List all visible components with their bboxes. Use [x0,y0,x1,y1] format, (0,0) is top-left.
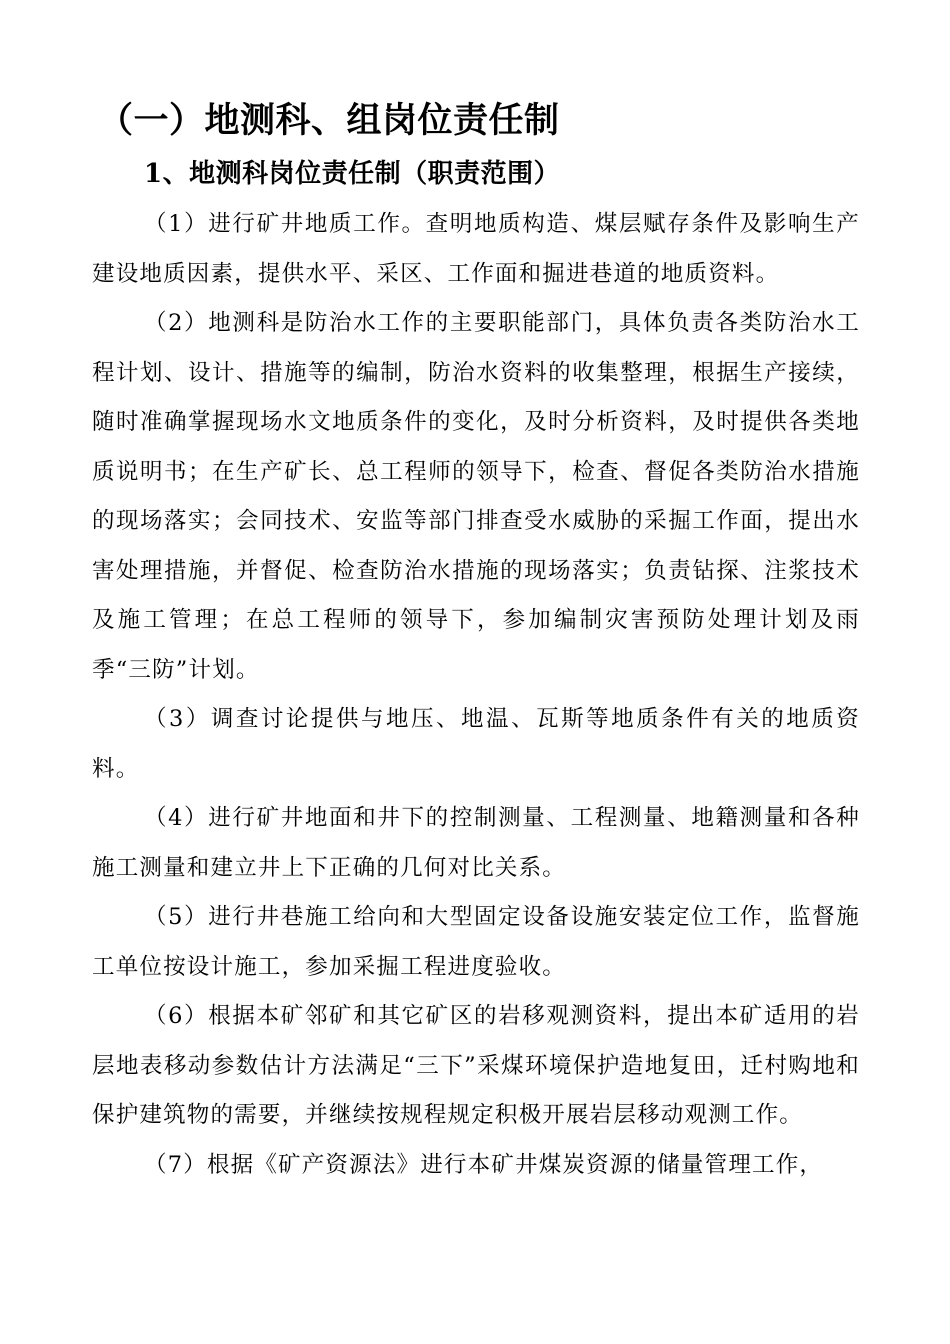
paragraph-7: （7）根据《矿产资源法》进行本矿井煤炭资源的储量管理工作， [144,1151,824,1178]
paragraph-2: （2）地测科是防治水工作的主要职能部门，具体负责各类防治水工程计划、设计、措施等的编制，防治水资料的收集整理，根据生产接续，随时准确掌握现场水文地质条件的变化，及时分析资料，及时提供各类地质说明书；在生产矿长、总工程师的领导下，检查、督促各类防治水措施的现场落实；会同技术、安监等部门排查受水威胁的采掘工作面，提出水害处理措施，并督促、检查防治水措施的现场落实；负责钻探、注浆技术及施工管理；在总工程师的领导下，参加编制灾害预防处理计划及雨季“三防”计划。 [92,310,860,683]
section-title: 1、地测科岗位责任制（职责范围） [144,159,561,189]
paragraph-4: （4）进行矿井地面和井下的控制测量、工程测量、地籍测量和各种施工测量和建立井上下正确的几何对比关系。 [92,805,860,881]
paragraph-6: （6）根据本矿邻矿和其它矿区的岩移观测资料，提出本矿适用的岩层地表移动参数估计方法满足“三下”采煤环境保护造地复田，迁村购地和保护建筑物的需要，并继续按规程规定积极开展岩层移动观测工作。 [92,1003,860,1128]
page-title: （一）地测科、组岗位责任制 [98,100,560,141]
paragraph-5: （5）进行井巷施工给向和大型固定设备设施安装定位工作，监督施工单位按设计施工，参加采掘工程进度验收。 [92,904,860,980]
paragraph-3: （3）调查讨论提供与地压、地温、瓦斯等地质条件有关的地质资料。 [92,706,860,782]
paragraph-1: （1）进行矿井地质工作。查明地质构造、煤层赋存条件及影响生产建设地质因素，提供水平、采区、工作面和掘进巷道的地质资料。 [92,211,860,287]
